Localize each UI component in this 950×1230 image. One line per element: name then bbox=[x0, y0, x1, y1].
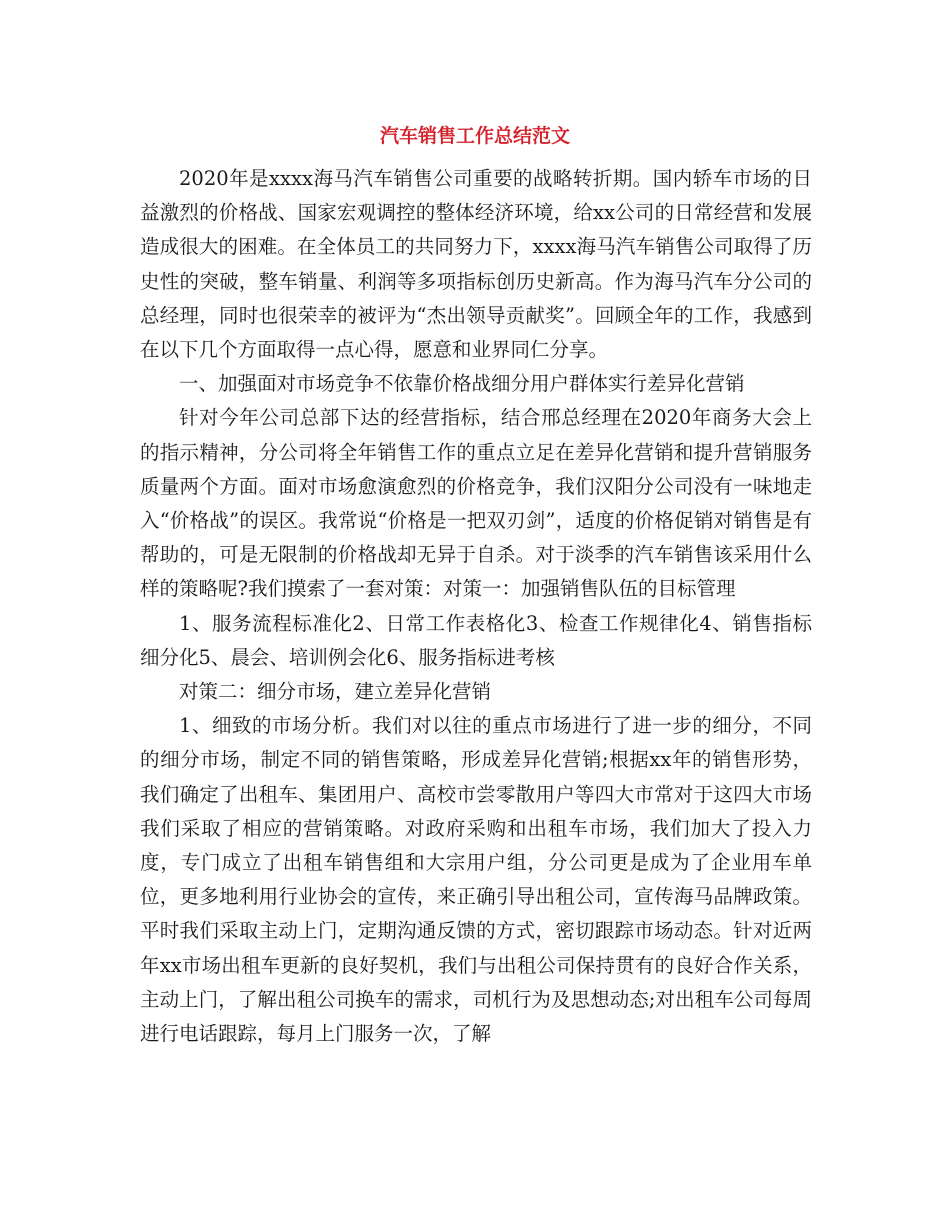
paragraph-intro: 2020年是xxxx海马汽车销售公司重要的战略转折期。国内轿车市场的日益激烈的价格战、国家宏观调控的整体经济环境，给xx公司的日常经营和发展造成很大的困难。在全体员工的共同努力下，xxxx海马汽车销售公司取得了历史性的突破，整车销量、利润等多项指标创历史新高。作为海马汽车分公司的总经理，同时也很荣幸的被评为“杰出领导贡献奖”。回顾全年的工作，我感到在以下几个方面取得一点心得，愿意和业界同仁分享。 bbox=[140, 167, 812, 362]
paragraph-strategy-two: 对策二：细分市场，建立差异化营销 bbox=[179, 680, 492, 704]
document-body bbox=[140, 162, 812, 1051]
paragraph-strategy-list: 1、服务流程标准化2、日常工作表格化3、检查工作规律化4、销售指标细分化5、晨会、培训例会化6、服务指标进考核 bbox=[140, 611, 812, 669]
paragraph-strategy: 针对今年公司总部下达的经营指标，结合邢总经理在2020年商务大会上的指示精神，分公司将全年销售工作的重点立足在差异化营销和提升营销服务质量两个方面。面对市场愈演愈烈的价格竞争，我们汉阳分公司没有一味地走入“价格战”的误区。我常说“价格是一把双刃剑”，适度的价格促销对销售是有帮助的，可是无限制的价格战却无异于自杀。对于淡季的汽车销售该采用什么样的策略呢?我们摸索了一套对策：对策一：加强销售队伍的目标管理 bbox=[140, 406, 812, 601]
paragraph-market-analysis: 1、细致的市场分析。我们对以往的重点市场进行了进一步的细分，不同的细分市场，制定不同的销售策略，形成差异化营销;根据xx年的销售形势，我们确定了出租车、集团用户、高校市尝零散用户等四大市常对于这四大市场我们采取了相应的营销策略。对政府采购和出租车市场，我们加大了投入力度，专门成立了出租车销售组和大宗用户组，分公司更是成为了企业用车单位，更多地利用行业协会的宣传，来正确引导出租公司，宣传海马品牌政策。平时我们采取主动上门，定期沟通反馈的方式，密切跟踪市场动态。针对近两年xx市场出租车更新的良好契机，我们与出租公司保持贯有的良好合作关系，主动上门，了解出租公司换车的需求，司机行为及思想动态;对出租车公司每周进行电话跟踪，每月上门服务一次，了解 bbox=[140, 714, 812, 1046]
document-title: 汽车销售工作总结范文 bbox=[379, 125, 570, 147]
section-heading-1: 一、加强面对市场竞争不依靠价格战细分用户群体实行差异化营销 bbox=[179, 372, 745, 396]
